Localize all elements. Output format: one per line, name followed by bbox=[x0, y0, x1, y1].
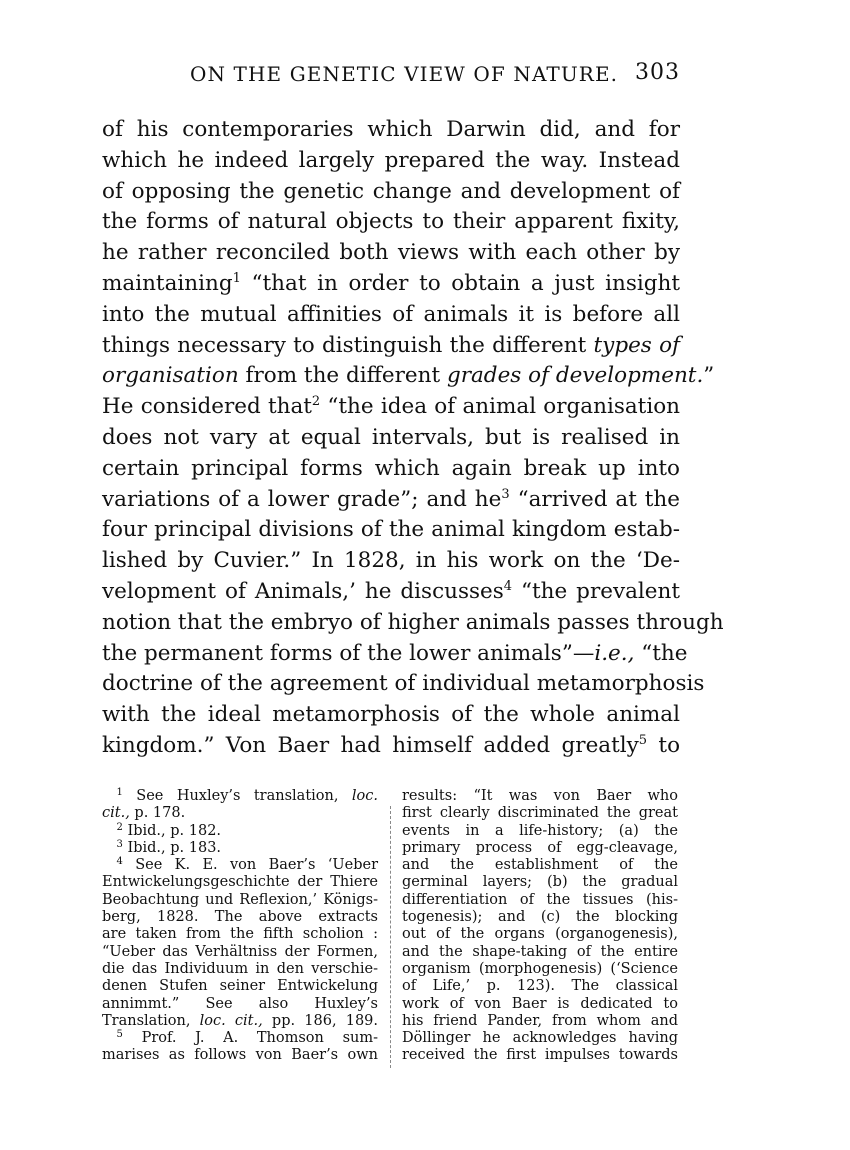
text-line: the permanent forms of the lower animals”—i.e., “the bbox=[102, 640, 688, 666]
text-line: velopment of Animals,’ he discusses$^4$ “the prevalent bbox=[102, 578, 680, 604]
footnote-line: $^5$ Prof. J. A. Thomson sum- bbox=[116, 1029, 378, 1047]
text-line: he rather reconciled both views with each other by bbox=[102, 240, 680, 266]
footnote-ref: 5 bbox=[638, 732, 648, 748]
footnote-line: “Ueber das Verhältniss der Formen, bbox=[102, 943, 378, 960]
footnote-line: Döllinger he acknowledges having bbox=[402, 1030, 678, 1047]
footnote-line: work of von Baer is dedicated to bbox=[402, 995, 678, 1012]
text-line: lished by Cuvier.” In 1828, in his work on the ‘De- bbox=[102, 548, 680, 574]
footnote-line: cit., p. 178. bbox=[102, 805, 186, 822]
text-line: doctrine of the agreement of individual metamorphosis bbox=[102, 671, 705, 697]
footnote-line: his friend Pander, from whom and bbox=[402, 1012, 678, 1029]
main-text bbox=[102, 115, 724, 762]
footnote-line: berg, 1828. The above extracts bbox=[102, 909, 378, 926]
text-line: notion that the embryo of higher animals passes through bbox=[102, 609, 724, 635]
footnotes bbox=[102, 788, 680, 1088]
text-line: of opposing the genetic change and development of bbox=[102, 178, 680, 204]
footnote-line: $^3$ Ibid., p. 183. bbox=[116, 838, 222, 856]
footnote-line: and the shape-taking of the entire bbox=[402, 943, 678, 960]
footnote-line: Entwickelungsgeschichte der Thiere bbox=[102, 874, 378, 891]
column-divider bbox=[390, 806, 391, 1068]
footnote-line: die das Individuum in den verschie- bbox=[102, 960, 378, 977]
footnote-line: $^4$ See K. E. von Baer’s ‘Ueber bbox=[116, 856, 378, 874]
footnotes-left-column bbox=[102, 788, 378, 1065]
footnote-line: and the establishment of the bbox=[402, 857, 678, 874]
footnote-line: Translation, loc. cit., pp. 186, 189. bbox=[102, 1012, 379, 1029]
text-line: He considered that$^2$ “the idea of animal organisation bbox=[102, 394, 680, 420]
footnote-line: first clearly discriminated the great bbox=[402, 805, 678, 822]
footnote-line: denen Stufen seiner Entwickelung bbox=[102, 978, 378, 995]
footnote-line: events in a life-history; (a) the bbox=[402, 822, 678, 839]
footnote-line: $^2$ Ibid., p. 182. bbox=[116, 821, 222, 839]
running-header bbox=[102, 62, 680, 90]
footnote-line: Beobachtung und Reflexion,’ Königs- bbox=[102, 891, 378, 908]
text-line: four principal divisions of the animal kingdom estab- bbox=[102, 517, 680, 543]
footnote-line: organism (morphogenesis) (‘Science bbox=[402, 960, 678, 977]
text-line: kingdom.” Von Baer had himself added greatly$^5$ to bbox=[102, 732, 681, 758]
footnote-line: out of the organs (organogenesis), bbox=[402, 926, 678, 943]
text-line: variations of a lower grade”; and $he^3$ “arrived at the bbox=[102, 486, 681, 512]
footnote-ref: 4 bbox=[503, 578, 513, 594]
text-line: with the ideal metamorphosis of the whole animal bbox=[102, 702, 680, 728]
text-line: certain principal forms which again break up into bbox=[102, 455, 680, 481]
footnote-line: received the first impulses towards bbox=[402, 1047, 678, 1064]
footnote-line: germinal layers; (b) the gradual bbox=[402, 874, 678, 891]
running-title: ON THE GENETIC VIEW OF NATURE. bbox=[190, 62, 619, 86]
footnote-line: annimmt.” See also Huxley’s bbox=[102, 995, 378, 1012]
text-line: maintaining$^1$ “that in order to obtain a just insight bbox=[102, 270, 680, 296]
footnote-line: differentiation of the tissues (his- bbox=[402, 891, 678, 908]
page-number: 303 bbox=[635, 60, 680, 85]
footnote-line: $^1$ See Huxley’s translation, loc. bbox=[116, 787, 378, 804]
text-line: into the mutual affinities of animals it is before all bbox=[102, 301, 680, 327]
footnote-line: results: “It was von Baer who bbox=[402, 788, 678, 804]
footnote-ref: 2 bbox=[311, 394, 321, 410]
text-line: the forms of natural objects to their apparent fixity, bbox=[102, 209, 680, 235]
text-line: organisation from the different grades of development.” bbox=[102, 363, 715, 389]
footnote-line: primary process of egg-cleavage, bbox=[402, 839, 678, 856]
footnote-line: are taken from the fifth scholion : bbox=[102, 926, 378, 943]
text-line: things necessary to distinguish the different types of bbox=[102, 332, 680, 358]
footnote-ref: 1 bbox=[232, 270, 241, 286]
footnote-line: togenesis); and (c) the blocking bbox=[402, 909, 678, 926]
text-line: does not vary at equal intervals, but is realised in bbox=[102, 424, 680, 450]
footnotes-right-column bbox=[402, 788, 678, 1065]
text-line: of his contemporaries which Darwin did, and for bbox=[102, 117, 680, 142]
footnote-line: of Life,’ p. 123). The classical bbox=[402, 978, 678, 995]
footnote-ref: 3 bbox=[501, 486, 510, 502]
footnote-line: marises as follows von Baer’s own bbox=[102, 1047, 378, 1064]
text-line: which he indeed largely prepared the way. Instead bbox=[102, 147, 680, 173]
